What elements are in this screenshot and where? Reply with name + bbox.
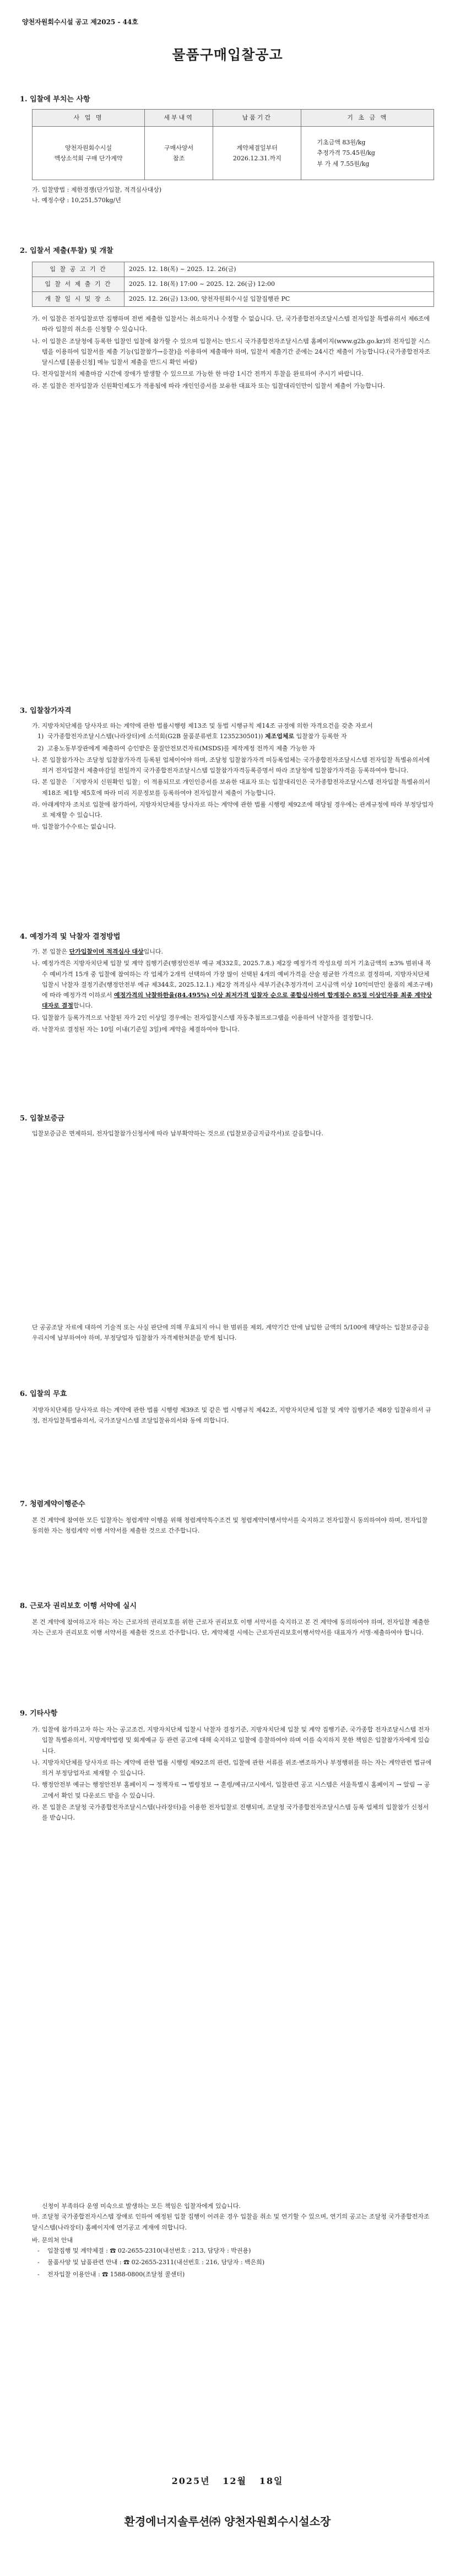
section-2-body [32,262,434,392]
announcement-date: 2025년 12월 18일 [171,2476,284,2486]
section-7-heading: 7. 청렴계약이행준수 [20,1500,85,1508]
eligibility-sub-text: 국가종합전자조달시스템(나라장터)에 소석회(G2B 물품분류번호 1235230501)) 제조업체로 입찰참가 등록한 자 [47,733,347,740]
project-name-cell [32,127,145,180]
schedule-value: 2025. 12. 26(금) 13:00, 양천자원회수시설 입찰집행관 PC [124,292,434,307]
list-item: 다. 전자입찰서의 제출마감 시간에 장애가 발생할 수 있으므로 가능한 한 마감 1시간 전까지 투찰을 완료하여 주시기 바랍니다. [32,370,364,378]
estimated-price-line: 추정가격 75.45원/kg [317,149,375,157]
list-item: 1) 국가종합전자조달시스템(나라장터)에 소석회(G2B 물품분류번호 1235230501)) 제조업체로 입찰참가 등록한 자 [37,733,347,740]
table-row [32,127,434,180]
section-6-body [32,1405,434,1426]
eligibility-sub-text: 고용노동부장관에게 제출하여 승인받은 물질안전보건자료(MSDS)를 제작계정 전까지 제출 가능한 자 [47,744,316,752]
bid-items-table [32,109,434,180]
vat-line: 부 가 세 7.55원/kg [317,160,370,167]
schedule-value: 2025. 12. 18(목) 17:00 ~ 2025. 12. 26(금) 12:00 [124,277,434,292]
closing-note: 신청이 부족하다 운영 미숙으로 발생하는 모든 책임은 입찰자에게 있습니다. [42,2202,241,2210]
section-7-body [32,1515,434,1536]
list-item: 가. 입찰에 참가하고자 하는 자는 공고조건, 지방자치단체 입찰시 낙찰자 결정기준, 지방자치단체 입찰 및 계약 집행기준, 국가종합 전자조달시스템 전자입찰 특별유의서, 지방계약법령 및 회계예규 등 관련 공고에 대해 숙지하고 입찰에 응찰하여야 하며 이를 숙지하지 못한 책임은 입찰참가자에게 있습니다. [32,1726,430,1755]
schedule-row [32,292,434,307]
section-9-heading: 9. 기타사항 [20,1709,58,1718]
list-item: 나. 지방자치단체를 당사자로 하는 계약에 관한 법률 시행령 제92조의 관련, 입찰에 관한 서류를 위조·변조하거나 부정행위를 하는 자는 계약관련 법규에 의거 부정당업자로 제재할 수 있습니다. [32,1758,432,1777]
section-8-body [32,1617,434,1638]
section-3-heading: 3. 입찰참가자격 [20,707,72,715]
quantity-note: 나. 예정수량 : 10,251,570kg/년 [32,197,121,204]
document-number: 양천자원회수시설 공고 제2025 - 44호 [22,18,138,26]
contact-item: - 물품사양 및 납품관련 안내 : ☎ 02-2655-2311(내선번호 : 216, 담당자 : 백은희) [37,2259,265,2266]
schedule-row [32,262,434,277]
list-item: 라. 본 입찰은 전자입찰과 신원확인제도가 적용됨에 따라 개인인증서를 보유한 대표자 또는 입찰대리인만이 입찰서 제출이 가능합니다. [32,382,385,389]
issuer-name: 환경에너지솔루션㈜ 양천자원회수시설소장 [124,2515,331,2528]
invalidity-text: 지방자치단체를 당사자로 하는 계약에 관한 법률 시행령 제39조 및 같은 법 시행규칙 제42조, 지방자치단체 입찰 및 계약 집행기준 제8장 입찰유의서 규정, 전자입찰특별유의서, 국가조달시스템 조달입찰유의서와 동에 의합니다. [32,1406,431,1425]
project-name-line: 액상소석회 구매 단가계약 [54,155,123,162]
postponement-note: 마. 조달청 국가종합전자시스템 장애로 인하여 예정된 입찰 집행이 어려운 경우 입찰을 취소 및 연기할 수 있으며, 연기의 공고는 조달청 국가종합전자조달시스템(나라장터) 홈페이지에 연기공고 게재에 의합니다. [32,2213,430,2231]
schedule-value: 2025. 12. 18(목) ~ 2025. 12. 26(금) [124,262,434,277]
eligibility-intro: 가. 지방자치단체를 당사자로 하는 계약에 관한 법률시행령 제13조 및 동법 시행규칙 제14조 규정에 의한 자격요건을 갖춘 자로서 [32,722,373,729]
section-9-body [32,1724,434,1824]
section-6-heading: 6. 입찰의 무효 [20,1390,67,1398]
base-amount-cell [301,127,434,180]
section-5-body [32,1128,434,1139]
column-header: 납품기간 [213,110,301,127]
list-item: 나. 예정가격은 지방자치단체 입찰 및 계약 집행기준(행정안전부 예규 제332호, 2025.7.8.) 제2장 예정가격 작성요령 의거 기초금액의 ±3% 범위내 복수 예비가격 15개 중 입찰에 참여하는 각 업체가 2개씩 선택하여 가장 많이 선택된 4개의 예비가격을 산술 평균한 가격으로 결정하며, 지방자치단체 입찰시 낙찰자 결정기준(행정안전부 예규 제344호, 2025.12.1.) 제2장 적격심사 세부기준(추정가격이 고시금액 이상 10억미만인 물품의 제조구매)에 따라 예정가격 이하로서 예정가격의 낙찰하한율(84.495%) 이상 최저가격 입찰자 순으로 종합심사하여 합계점수 85점 이상인자를 최종 계약상대자로 결정합니다. [32,960,433,1010]
section-3-body [32,721,434,834]
section-5-heading: 5. 입찰보증금 [20,1114,64,1123]
schedule-label: 입 찰 공 고 기 간 [32,262,124,277]
period-line: 2026.12.31.까지 [232,155,281,162]
deposit-text: 입찰보증금은 면제하되, 전자입찰참가신청서에 따라 납부확약하는 것으로 (입찰보증금지급각서)로 갈음합니다. [32,1130,323,1137]
detail-line: 참조 [172,155,185,162]
list-item: 2) 고용노동부장관에게 제출하여 승인받은 물질안전보건자료(MSDS)를 제작계정 전까지 제출 가능한 자 [37,744,316,752]
list-item: 다. 행정안전부 예규는 행정안전부 홈페이지 → 정책자료 → 법령정보 → 훈령/예규/고시에서, 입찰관련 공고 시스템은 서울특별시 홈페이지 → 알림 → 공고에서 확인 및 다운로드 받을 수 있습니다. [32,1781,430,1799]
section-4-body [32,946,434,1036]
project-name-line: 양천자원회수시설 [65,144,112,151]
section-1-body [32,109,434,206]
selection-text: 예정가격은 지방자치단체 입찰 및 계약 집행기준(행정안전부 예규 제332호, 2025.7.8.) 제2장 예정가격 작성요령 의거 기초금액의 ±3% 범위내 복수 예비가격 15개 중 입찰에 참여하는 각 업체가 2개씩 선택하여 가장 많이 선택된 4개의 예비가격을 산술 평균한 가격으로 결정하며, 지방자치단체 입찰시 낙찰자 결정기준(행정안전부 예규 제344호, 2025.12.1.) 제2장 적격심사 세부기준(추정가격이 고시금액 이상 10억미만인 물품의 제조구매)에 따라 예정가격 이하로서 예정가격의 낙찰하한율(84.495%) 이상 최저가격 입찰자 순으로 종합심사하여 합계점수 85점 이상인자를 최종 계약상대자로 결정합니다. [42,960,433,1010]
period-line: 계약체결일부터 [236,144,278,151]
contact-item: - 입찰집행 및 계약체결 : ☎ 02-2655-2310(내선번호 : 213, 담당자 : 박권용) [37,2247,251,2254]
contacts-intro: 바. 문의처 안내 [32,2236,73,2244]
list-item: 가. 이 입찰은 전자입찰로만 집행하며 전번 제출한 입찰서는 취소하거나 수정할 수 없습니다. 단, 국가종합전자조달시스템 전자입찰 특별유의서 제6조에 따라 입찰의 취소를 신청할 수 있습니다. [32,315,430,333]
delivery-period-cell [213,127,301,180]
section-8-heading: 8. 근로자 권리보호 이행 서약에 실시 [20,1602,137,1610]
detail-line: 구매사양서 [164,144,194,151]
column-header: 세부내역 [145,110,213,127]
table-header-row [32,110,434,127]
deposit-text-continued: 단 공공조달 자료에 대하여 기술적 또는 사실 판단에 의해 무효되지 아니 한 범위를 제외, 계약기간 안에 납입한 금액의 5/100에 해당하는 입찰보증금을 우리시에 납부하여야 하며, 부정당업자 입찰참가 자격제한처분을 받게 됩니다. [32,1324,430,1342]
integrity-text: 본 건 계약에 참여한 모든 입찰자는 청렴계약 이행을 위해 청렴계약특수조건 및 청렴계약이행서약서를 숙지하고 전자입찰시 동의하여야 하며, 전자입찰 동의한 자는 청렴계약 이행 서약서를 제출한 것으로 간주합니다. [32,1517,428,1535]
section-1-heading: 1. 입찰에 부치는 사항 [20,95,90,104]
base-amount-line: 기초금액 83원/kg [317,139,366,147]
list-item: 다. 본 입찰은 「지방자치 신원확인 입찰」이 적용되므로 개인인증서를 보유한 대표자 또는 입찰대리인은 국가종합전자조달시스템 전자입찰 특별유의서 제18조 제1항 제5호에 따라 미리 지문정보를 등록하여야 전자입찰서 제출이 가능합니다. [32,778,431,797]
list-item: 라. 아래계약자 조치로 입찰에 참가하여, 지방자치단체를 당사자로 하는 계약에 관한 법률 시행령 제92조에 해당될 경우에는 관계규정에 따라 부정당업자로 제재할 수 있습니다. [32,800,434,819]
list-item: 가. 본 입찰은 단가입찰이며 적격심사 대상입니다. [32,948,164,955]
list-item: 다. 입찰참가 등록가격으로 낙찰된 자가 2인 이상일 경우에는 전자입찰시스템 자동추첨프로그램을 이용하여 낙찰자를 결정합니다. [32,1014,373,1021]
selection-text: 본 입찰은 단가입찰이며 적격심사 대상입니다. [42,948,164,955]
contact-item: - 전자입찰 이용안내 : ☎ 1588-0800(조달청 콜센터) [37,2270,185,2278]
list-item: 나. 본 입찰참가자는 조달청 입찰참가자격 등록된 업체이어야 하며, 조달청 입찰참가자격 미등록업체는 국가종합전자조달시스템 전자입찰 특별유의서에 의거 전자입찰서 제출마감일 전일까지 국가종합전자조달시스템 입찰참가자격등록증명서 따라 조달청에 입찰참가자격을 등록하여야 합니다. [32,756,430,774]
list-item: 나. 이 입찰은 조달청에 등록한 입찰인 입찰에 참가할 수 있으며 입찰서는 반드시 국가종합전자조달시스템 홈페이지(www.g2b.go.kr)의 전자입찰 시스템을 이용하여 입찰서를 제출 기능(입찰참가→응찰)을 이용하여 제출해야 하며, 입찰서 제출기간 준에는 24시간 제출이 가능합니다.(국가종합전자조달시스템 [불용신청] 메뉴 입찰서 제출을 반드시 확인 바람) [32,337,430,366]
schedule-label: 개 찰 일 시 및 장 소 [32,292,124,307]
section-4-heading: 4. 예정가격 및 낙찰자 결정방법 [20,933,121,941]
section-5-continued [32,1322,434,1344]
worker-rights-text: 본 건 계약에 참여하고자 하는 자는 근로자의 권리보호를 위한 근로자 권리보호 이행 서약서를 숙지하고 본 건 계약에 동의하여야 하며, 전자입찰 제출한 자는 근로자 권리보호 이행 서약서를 제출한 것으로 간주합니다. 단, 계약체결 시에는 근로자권리보호이행서약서를 대표자가 서명·제출하여야 합니다. [32,1619,430,1637]
column-header: 사 업 명 [32,110,145,127]
schedule-table [32,262,434,307]
column-header: 기 초 금 액 [301,110,434,127]
schedule-row [32,277,434,292]
detail-cell [145,127,213,180]
list-item: 라. 본 입찰은 조달청 국가종합전자조달시스템(나라장터)을 이용한 전자입찰로 진행되며, 조달청 국가종합전자조달시스템 등록 업체의 입찰참가 신청서를 받습니다. [32,1803,429,1821]
page-title: 물품구매입찰공고 [172,47,283,63]
bid-method-note: 가. 입찰방법 : 제한경쟁(단가입찰, 적격심사대상) [32,186,162,193]
list-item: 라. 낙찰자로 결정된 자는 10일 이내(기준일 3일)에 계약을 체결하여야 합니다. [32,1025,240,1033]
schedule-label: 입 찰 서 제 출 기 간 [32,277,124,292]
list-item: 마. 입찰참가수수료는 없습니다. [32,823,116,831]
closing-block [32,2201,434,2281]
section-2-heading: 2. 입찰서 제출(투찰) 및 개찰 [20,247,113,255]
